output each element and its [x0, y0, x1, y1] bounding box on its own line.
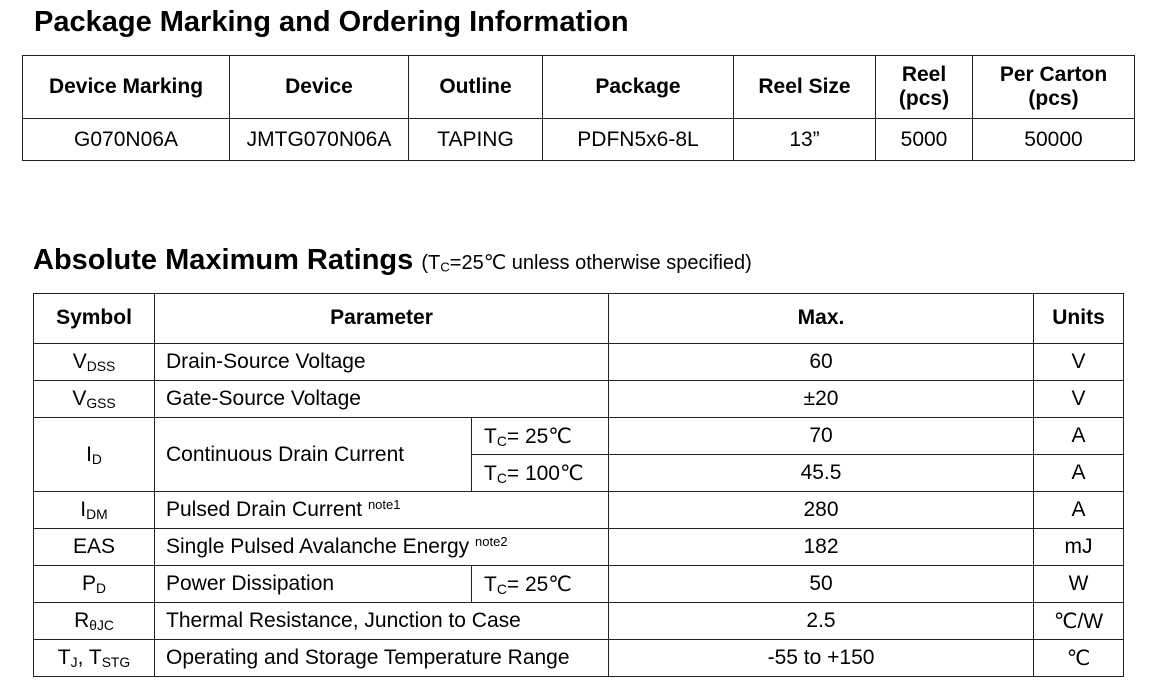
ratings-row-vgss — [34, 381, 1124, 418]
condition-cell: $T_C=$ 25℃ — [472, 418, 609, 455]
cell-per-carton: 50000 — [973, 119, 1135, 161]
header-device: Device — [230, 56, 409, 119]
cell-device: JMTG070N06A — [230, 119, 409, 161]
ratings-header-row — [34, 294, 1124, 344]
parameter-cell: Thermal Resistance, Junction to Case — [155, 603, 609, 640]
parameter-cell: Power Dissipation — [155, 566, 472, 603]
ratings-row-eas — [34, 529, 1124, 566]
symbol-cell: $I_D$ — [34, 418, 155, 492]
symbol-cell: $T_J$, $T_{STG}$ — [34, 640, 155, 677]
max-cell: ±20 — [609, 381, 1034, 418]
condition-cell: $T_C=$ 100℃ — [472, 455, 609, 492]
parameter-cell: Pulsed Drain Current $^{note1}$ — [155, 492, 609, 529]
units-cell: A — [1034, 418, 1124, 455]
units-cell: V — [1034, 344, 1124, 381]
max-cell: 280 — [609, 492, 1034, 529]
ordering-info-table — [22, 55, 1135, 161]
max-cell: 182 — [609, 529, 1034, 566]
header-max: Max. — [609, 294, 1034, 344]
header-reel-pcs-line2: (pcs) — [898, 87, 950, 110]
units-cell: ℃ — [1034, 640, 1124, 677]
parameter-cell: Drain-Source Voltage — [155, 344, 609, 381]
cell-reel-pcs: 5000 — [876, 119, 973, 161]
ratings-row-id-25c — [34, 418, 1124, 455]
ratings-row-idm — [34, 492, 1124, 529]
abs-max-ratings-table — [33, 293, 1124, 677]
header-units: Units — [1034, 294, 1124, 344]
abs-max-ratings-condition: ($T_C=25℃$ unless otherwise specified) — [421, 252, 752, 275]
cell-package: PDFN5x6-8L — [543, 119, 734, 161]
max-cell: 70 — [609, 418, 1034, 455]
footnote-marker: note1 — [367, 496, 401, 512]
header-reel-pcs-line1: Reel — [901, 62, 947, 86]
header-reel-size: Reel Size — [734, 56, 876, 119]
ratings-row-tj-tstg — [34, 640, 1124, 677]
footnote-marker: note2 — [475, 533, 508, 549]
max-cell: -55 to +150 — [609, 640, 1034, 677]
units-cell: ℃/W — [1034, 603, 1124, 640]
units-cell: V — [1034, 381, 1124, 418]
header-per-carton-line1: Per Carton — [999, 62, 1108, 86]
header-outline: Outline — [409, 56, 543, 119]
max-cell: 2.5 — [609, 603, 1034, 640]
header-symbol: Symbol — [34, 294, 155, 344]
symbol-cell: $V_{DSS}$ — [34, 344, 155, 381]
ratings-row-vdss — [34, 344, 1124, 381]
cell-device-marking: G070N06A — [23, 119, 230, 161]
max-cell: 50 — [609, 566, 1034, 603]
abs-max-ratings-title — [33, 246, 752, 275]
units-cell: mJ — [1034, 529, 1124, 566]
header-reel-pcs — [876, 56, 973, 119]
ordering-info-title: Package Marking and Ordering Information — [34, 6, 629, 38]
header-device-marking: Device Marking — [23, 56, 230, 119]
symbol-cell: $R_{\theta JC}$ — [34, 603, 155, 640]
cell-outline: TAPING — [409, 119, 543, 161]
abs-max-ratings-heading: Absolute Maximum Ratings — [33, 244, 414, 276]
max-cell: 60 — [609, 344, 1034, 381]
symbol-cell: $I_{DM}$ — [34, 492, 155, 529]
header-per-carton-line2: (pcs) — [1028, 87, 1079, 110]
max-cell: 45.5 — [609, 455, 1034, 492]
header-per-carton — [973, 56, 1135, 119]
units-cell: A — [1034, 492, 1124, 529]
units-cell: W — [1034, 566, 1124, 603]
parameter-cell: Continuous Drain Current — [155, 418, 472, 492]
units-cell: A — [1034, 455, 1124, 492]
parameter-cell: Gate-Source Voltage — [155, 381, 609, 418]
ratings-row-pd — [34, 566, 1124, 603]
header-parameter: Parameter — [155, 294, 609, 344]
symbol-cell: $P_D$ — [34, 566, 155, 603]
ratings-row-rth — [34, 603, 1124, 640]
condition-cell: $T_C=$ 25℃ — [472, 566, 609, 603]
cell-reel-size: 13” — [734, 119, 876, 161]
symbol-cell: EAS — [34, 529, 155, 566]
symbol-cell: $V_{GSS}$ — [34, 381, 155, 418]
ordering-data-row — [23, 119, 1135, 161]
parameter-cell: Single Pulsed Avalanche Energy $^{note2}$ — [155, 529, 609, 566]
ordering-header-row — [23, 56, 1135, 119]
parameter-cell: Operating and Storage Temperature Range — [155, 640, 609, 677]
header-package: Package — [543, 56, 734, 119]
